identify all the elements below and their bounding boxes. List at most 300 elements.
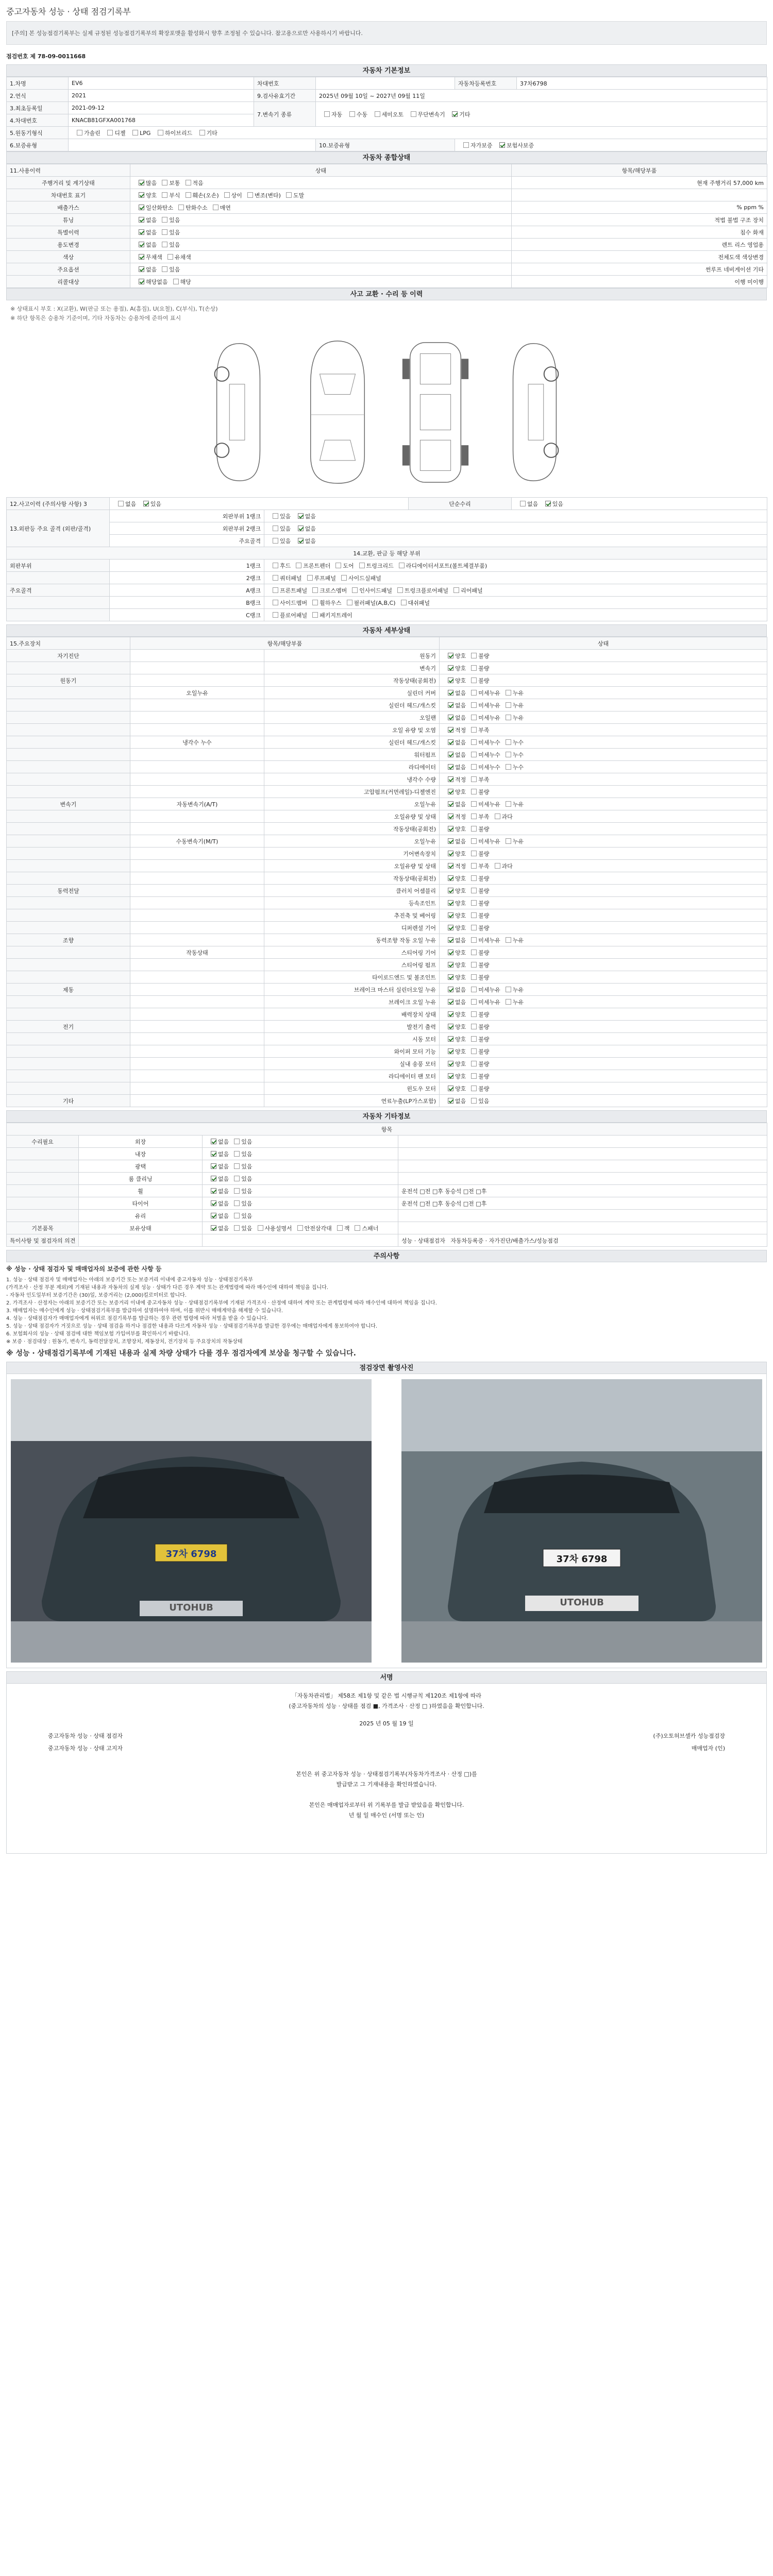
checkbox[interactable]: [375, 111, 380, 117]
checkbox[interactable]: [471, 826, 477, 832]
label-main-frame: 주요골격: [110, 535, 264, 547]
detail-options: 없음 미세누유 누유: [440, 996, 767, 1008]
detail-item: 타이로드엔드 및 볼조인트: [264, 971, 440, 984]
checkbox[interactable]: [234, 1213, 240, 1218]
status-row-label: 특별이력: [7, 226, 130, 239]
checkbox[interactable]: [471, 950, 477, 955]
checkbox[interactable]: [224, 192, 230, 198]
checkbox[interactable]: [77, 130, 82, 135]
checkbox[interactable]: [234, 1176, 240, 1181]
checkbox[interactable]: [234, 1163, 240, 1169]
checkbox[interactable]: [297, 1225, 303, 1231]
detail-item: 스티어링 펌프: [264, 959, 440, 971]
checkbox[interactable]: [211, 1200, 216, 1206]
checkbox[interactable]: [448, 888, 453, 893]
detail-sub: [130, 909, 264, 922]
checkbox[interactable]: [506, 987, 511, 992]
checkbox[interactable]: [471, 1048, 477, 1054]
other-item: 룸 클리닝: [79, 1173, 203, 1185]
checkbox[interactable]: [341, 575, 347, 581]
checkbox[interactable]: [471, 801, 477, 807]
checkbox[interactable]: [471, 875, 477, 881]
checkbox[interactable]: [448, 814, 453, 819]
checkbox[interactable]: [471, 764, 477, 770]
label-simple-repair: 단순수리: [409, 498, 512, 510]
warning-text: ※ 성능 · 상태점검기록부에 기재된 내용과 실제 차량 상태가 다를 경우 점검자에게 보상을 청구할 수 있습니다.: [6, 1349, 356, 1358]
detail-item: 동력조향 작동 오일 누유: [264, 934, 440, 946]
detail-sub: [130, 1058, 264, 1070]
checkbox[interactable]: [167, 254, 173, 260]
section-other-title: 자동차 기타정보: [6, 1110, 767, 1123]
detail-item: 스티어링 기어: [264, 946, 440, 959]
detail-group: [7, 848, 130, 860]
detail-item: 발전기 출력: [264, 1021, 440, 1033]
checkbox[interactable]: [335, 563, 341, 568]
other-group: 기본품목: [7, 1222, 79, 1234]
detail-item: 배력장치 상태: [264, 1008, 440, 1021]
checkbox[interactable]: [211, 1176, 216, 1181]
checkbox[interactable]: [399, 563, 405, 568]
checkbox[interactable]: [139, 180, 144, 185]
checkbox[interactable]: [186, 180, 191, 185]
checkbox[interactable]: [211, 1151, 216, 1157]
checkbox[interactable]: [471, 900, 477, 906]
detail-group: [7, 699, 130, 711]
checkbox[interactable]: [139, 192, 144, 198]
checkbox[interactable]: [520, 501, 526, 506]
checkbox[interactable]: [211, 1188, 216, 1194]
other-row: [7, 1148, 767, 1160]
detail-row: [7, 1008, 767, 1021]
checkbox[interactable]: [139, 266, 144, 272]
detail-item: 라디에이터: [264, 761, 440, 773]
detail-row: [7, 1021, 767, 1033]
checkbox[interactable]: [352, 587, 358, 593]
checkbox[interactable]: [471, 925, 477, 930]
checkbox-checked[interactable]: [143, 501, 149, 506]
checkbox[interactable]: [471, 937, 477, 943]
checkbox[interactable]: [234, 1151, 240, 1157]
checkbox[interactable]: [273, 513, 278, 519]
checkbox[interactable]: [162, 242, 167, 247]
checkbox[interactable]: [213, 205, 219, 210]
checkbox[interactable]: [471, 1098, 477, 1104]
detail-item: 디퍼렌셜 기어: [264, 922, 440, 934]
detail-sub: [130, 1033, 264, 1045]
inspection-photo-rear: [401, 1379, 762, 1663]
photo-plate-2: 37차 6798: [556, 1554, 608, 1565]
checkbox[interactable]: [471, 863, 477, 869]
detail-sub: [130, 650, 264, 662]
checkbox[interactable]: [471, 1024, 477, 1029]
detail-sub: [130, 996, 264, 1008]
detail-options: 양호 불량: [440, 946, 767, 959]
signature-block: 「자동차관리법」 제58조 제1항 및 같은 법 시행규칙 제120조 제1항에 따라 (중고자동차의 성능 · 상태를 점검 ■, 가격조사 · 산정 □ )하였음을 확인합니다. 2025 년 05 월 19 일 중고자동차 성능 · 상태 점검자 (주)오토허브셀카 성능점검장 중고자동차 성능 · 상태 고지자 매매업자 (인) 본인은 위 중고자동차 성능 · 상태점검기록부(자동차가격조사 · 산정 □)를 발급받고 그 기재내용을 확인하였습니다. 본인은 매매업자로부터 위 기록부를 발급 받았음을 확인합니다. 년 월 일 매수인 (서명 또는 인): [6, 1684, 767, 1854]
checkbox[interactable]: [199, 130, 205, 135]
detail-row: [7, 835, 767, 848]
other-row: [7, 1185, 767, 1197]
status-row-right: 이행 미이행: [512, 276, 767, 288]
checkbox[interactable]: [273, 538, 278, 544]
detail-sub: [130, 724, 264, 736]
checkbox[interactable]: [162, 266, 167, 272]
checkbox[interactable]: [495, 814, 500, 819]
checkbox[interactable]: [211, 1139, 216, 1144]
checkbox[interactable]: [158, 130, 163, 135]
note-line: 3. 매매업자는 매수인에게 성능 · 상태점검기록부를 발급하여 설명하여야 하며, 이를 위반시 매매계약을 해제할 수 있습니다.: [6, 1308, 283, 1314]
page: [0, 5, 773, 1854]
checkbox[interactable]: [506, 702, 511, 708]
checkbox[interactable]: [448, 1048, 453, 1054]
other-options: 없음 있음 사용설명서 안전삼각대 잭 스패너: [203, 1222, 398, 1234]
parts-group: 주요골격: [7, 584, 110, 597]
detail-group: 기타: [7, 1095, 130, 1107]
checkbox[interactable]: [132, 130, 138, 135]
checkbox[interactable]: [448, 1036, 453, 1042]
checkbox[interactable]: [506, 801, 511, 807]
checkbox[interactable]: [448, 925, 453, 930]
checkbox[interactable]: [186, 192, 191, 198]
checkbox[interactable]: [273, 587, 278, 593]
checkbox[interactable]: [273, 600, 278, 605]
checkbox[interactable]: [347, 600, 352, 605]
parts-rank: 1랭크: [110, 560, 264, 572]
detail-group: [7, 810, 130, 823]
checkbox[interactable]: [471, 814, 477, 819]
detail-options: 없음 미세누수 누수: [440, 761, 767, 773]
detail-item: 실내 송풍 모터: [264, 1058, 440, 1070]
label-rank2: 외판부위 2랭크: [110, 522, 264, 535]
detail-row: [7, 798, 767, 810]
checkbox[interactable]: [471, 1061, 477, 1066]
checkbox[interactable]: [273, 526, 278, 531]
checkbox[interactable]: [471, 1011, 477, 1017]
detail-group: [7, 835, 130, 848]
checkbox[interactable]: [448, 900, 453, 906]
warranty-options: 자가보증 보험사보증: [455, 139, 767, 151]
status-row-right: % ppm %: [512, 201, 767, 214]
note-line: ※ 보증 · 점검대상 : 원동기, 변속기, 동력전달장치, 조향장치, 제동장치, 전기장치 등 주요장치의 작동상태: [6, 1339, 243, 1345]
checkbox[interactable]: [471, 1086, 477, 1091]
checkbox[interactable]: [448, 863, 453, 869]
detail-options: 양호 불량: [440, 662, 767, 674]
checkbox[interactable]: [471, 851, 477, 856]
checkbox[interactable]: [349, 111, 355, 117]
detail-group: 변속기: [7, 798, 130, 810]
other-extra: [398, 1136, 767, 1148]
doc-number-label: 점검번호 제: [6, 53, 36, 60]
checkbox[interactable]: [471, 888, 477, 893]
checkbox[interactable]: [471, 838, 477, 844]
checkbox[interactable]: [448, 690, 453, 696]
checkbox[interactable]: [411, 111, 416, 117]
checkbox[interactable]: [471, 1073, 477, 1079]
checkbox[interactable]: [448, 677, 453, 683]
detail-item: 워터펌프: [264, 749, 440, 761]
parts-group: [7, 597, 110, 609]
section-photos-title: 점검장면 촬영사진: [6, 1362, 767, 1374]
checkbox[interactable]: [448, 826, 453, 832]
detail-item: 고압펌프(커먼레일)-디젤엔진: [264, 786, 440, 798]
detail-table: [6, 637, 767, 1107]
checkbox[interactable]: [506, 937, 511, 943]
detail-sub: [130, 984, 264, 996]
checkbox-checked[interactable]: [298, 538, 304, 544]
detail-options: 양호 불량: [440, 1045, 767, 1058]
checkbox[interactable]: [173, 279, 179, 284]
detail-item: 클러치 어셈블리: [264, 885, 440, 897]
detail-group: [7, 761, 130, 773]
checkbox[interactable]: [448, 789, 453, 794]
checkbox[interactable]: [401, 600, 407, 605]
checkbox[interactable]: [139, 217, 144, 223]
checkbox[interactable]: [211, 1213, 216, 1218]
checkbox[interactable]: [118, 501, 124, 506]
checkbox[interactable]: [506, 838, 511, 844]
detail-sub: [130, 971, 264, 984]
checkbox[interactable]: [495, 863, 500, 869]
checkbox[interactable]: [448, 739, 453, 745]
checkbox[interactable]: [211, 1163, 216, 1169]
checkbox[interactable]: [234, 1139, 240, 1144]
detail-sub: [130, 848, 264, 860]
section-sign-title: 서명: [6, 1671, 767, 1684]
checkbox[interactable]: [139, 229, 144, 235]
checkbox[interactable]: [448, 974, 453, 980]
checkbox[interactable]: [397, 587, 403, 593]
checkbox[interactable]: [471, 1036, 477, 1042]
checkbox[interactable]: [448, 1024, 453, 1029]
checkbox[interactable]: [355, 1225, 360, 1231]
checkbox[interactable]: [162, 192, 167, 198]
checkbox[interactable]: [234, 1225, 240, 1231]
checkbox[interactable]: [506, 752, 511, 757]
status-row-right: 전체도색 색상변경: [512, 251, 767, 263]
detail-sub: 작동상태: [130, 946, 264, 959]
checkbox[interactable]: [471, 999, 477, 1005]
checkbox[interactable]: [234, 1200, 240, 1206]
checkbox[interactable]: [312, 600, 318, 605]
other-options: 없음 있음: [203, 1185, 398, 1197]
checkbox-checked[interactable]: [499, 142, 505, 148]
checkbox[interactable]: [448, 950, 453, 955]
car-underbody-diagram: [397, 337, 474, 487]
checkbox[interactable]: [234, 1188, 240, 1194]
detail-row: [7, 823, 767, 835]
label-car-name: 1.차명: [7, 77, 69, 90]
checkbox[interactable]: [312, 587, 318, 593]
checkbox[interactable]: [273, 612, 278, 618]
detail-options: 적정 부족: [440, 773, 767, 786]
checkbox[interactable]: [448, 665, 453, 671]
checkbox[interactable]: [247, 192, 253, 198]
checkbox[interactable]: [178, 205, 184, 210]
status-row-label: 주요옵션: [7, 263, 130, 276]
label-vin-mid: 차대번호: [254, 77, 316, 90]
checkbox[interactable]: [471, 715, 477, 720]
detail-item: 작동상태(공회전): [264, 872, 440, 885]
checkbox[interactable]: [471, 962, 477, 968]
detail-group: [7, 749, 130, 761]
detail-sub: [130, 674, 264, 687]
other-group: [7, 1173, 79, 1185]
label-first-reg: 3.최초등록일: [7, 102, 69, 114]
detail-row: [7, 1082, 767, 1095]
detail-options: 양호 불량: [440, 823, 767, 835]
checkbox[interactable]: [448, 851, 453, 856]
checkbox[interactable]: [139, 254, 144, 260]
checkbox[interactable]: [506, 739, 511, 745]
checkbox[interactable]: [448, 653, 453, 658]
detail-sub: [130, 810, 264, 823]
status-row: 튜닝 없음 있음 적법 불법 구조 장치: [7, 214, 767, 226]
status-col-items: 항목/해당부품: [512, 164, 767, 177]
checkbox[interactable]: [471, 974, 477, 980]
checkbox[interactable]: [471, 987, 477, 992]
checkbox[interactable]: [359, 563, 365, 568]
detail-options: 적정 부족 과다: [440, 860, 767, 872]
checkbox[interactable]: [139, 205, 144, 210]
other-group: 수리필요: [7, 1136, 79, 1148]
checkbox[interactable]: [162, 180, 167, 185]
detail-sub: [130, 786, 264, 798]
checkbox[interactable]: [448, 937, 453, 943]
checkbox[interactable]: [312, 612, 318, 618]
section-basic-title: 자동차 기본정보: [6, 64, 767, 77]
parts-row: [7, 572, 767, 584]
parts-items: 플로어패널 패키지트레이: [264, 609, 767, 621]
checkbox[interactable]: [506, 999, 511, 1005]
checkbox[interactable]: [162, 229, 167, 235]
detail-row: [7, 1033, 767, 1045]
checkbox[interactable]: [448, 912, 453, 918]
detail-row: [7, 711, 767, 724]
detail-options: 없음 미세누유 누유: [440, 711, 767, 724]
status-row-right: 현재 주행거리 57,000 km: [512, 177, 767, 189]
checkbox[interactable]: [448, 838, 453, 844]
detail-group: 동력전달: [7, 885, 130, 897]
checkbox[interactable]: [448, 1073, 453, 1079]
detail-item: 연료누출(LP가스포함): [264, 1095, 440, 1107]
checkbox-checked[interactable]: [298, 526, 304, 531]
checkbox[interactable]: [471, 752, 477, 757]
parts-row: [7, 609, 767, 621]
detail-options: 없음 있음: [440, 1095, 767, 1107]
status-table: [6, 164, 767, 288]
section-status-title: 자동차 종합상태: [6, 151, 767, 164]
photo-banner-2: UTOHUB: [560, 1597, 604, 1608]
checkbox[interactable]: [286, 192, 292, 198]
fuel-options: 가솔린 디젤 LPG 하이브리드 기타: [69, 127, 767, 139]
checkbox[interactable]: [471, 653, 477, 658]
checkbox[interactable]: [139, 242, 144, 247]
checkbox[interactable]: [448, 987, 453, 992]
checkbox[interactable]: [448, 962, 453, 968]
value-year: 2021: [69, 90, 254, 102]
detail-sub: 냉각수 누수: [130, 736, 264, 749]
checkbox[interactable]: [296, 563, 301, 568]
other-item: 보유상태: [79, 1222, 203, 1234]
detail-options: 적정 부족 과다: [440, 810, 767, 823]
checkbox[interactable]: [448, 715, 453, 720]
checkbox[interactable]: [448, 702, 453, 708]
detail-item: 오일유량 및 상태: [264, 860, 440, 872]
checkbox[interactable]: [448, 1011, 453, 1017]
checkbox[interactable]: [448, 752, 453, 757]
car-left-side-diagram: [201, 337, 278, 487]
checkbox[interactable]: [273, 563, 278, 568]
checkbox-checked[interactable]: [298, 513, 304, 519]
other-extra: 운전석 □전 □후 동승석 □전 □후: [398, 1185, 767, 1197]
checkbox[interactable]: [506, 690, 511, 696]
checkbox[interactable]: [448, 801, 453, 807]
detail-row: [7, 1070, 767, 1082]
detail-row: [7, 687, 767, 699]
checkbox[interactable]: [107, 130, 113, 135]
checkbox[interactable]: [211, 1225, 216, 1231]
checkbox[interactable]: [273, 575, 278, 581]
detail-item: 브레이크 마스터 실린더오일 누유: [264, 984, 440, 996]
checkbox[interactable]: [471, 677, 477, 683]
checkbox[interactable]: [448, 1061, 453, 1066]
detail-row: [7, 650, 767, 662]
checkbox[interactable]: [448, 776, 453, 782]
checkbox[interactable]: [324, 111, 330, 117]
checkbox[interactable]: [471, 690, 477, 696]
checkbox[interactable]: [453, 587, 459, 593]
checkbox[interactable]: [448, 727, 453, 733]
other-row: [7, 1173, 767, 1185]
parts-row: [7, 584, 767, 597]
other-options: 없음 있음: [203, 1210, 398, 1222]
checkbox[interactable]: [307, 575, 313, 581]
detail-row: [7, 984, 767, 996]
detail-sub: [130, 761, 264, 773]
checkbox-checked[interactable]: [545, 501, 551, 506]
checkbox[interactable]: [471, 776, 477, 782]
checkbox[interactable]: [463, 142, 469, 148]
checkbox[interactable]: [337, 1225, 343, 1231]
checkbox[interactable]: [471, 702, 477, 708]
detail-sub: [130, 1070, 264, 1082]
label-year: 2.연식: [7, 90, 69, 102]
accident-table: 12.사고이력 (주의사항 사항) 3 없음 있음 단순수리 없음 있음 13.외판등 주요 골격 (외판/골격) 외판부위 1랭크 있음 없음 외판부위 2랭크 있음 없음 주요골격 있음 없음 14.교환, 판금 등 해당 부위 외판부위 1랭크 후드 프론트펜더 도어 트렁크리드 라디에이터서포트(볼트체결부품) 2랭크 쿼터패널 루프패널 사이드실패널 주요골격 A랭크 프론트패널 크로스멤버 인사이드패널 트렁크플로어패널 리어패널 B랭크 사이드멤버 휠하우스 필러패널(A,B,C) 대쉬패널 C랭크 플로어패널 패키지트레이: [6, 497, 767, 621]
checkbox-checked[interactable]: [452, 111, 458, 117]
checkbox[interactable]: [448, 875, 453, 881]
detail-group: [7, 996, 130, 1008]
note-line: - 자동차 인도일부터 보증기간은 (30)일, 보증거리는 (2,000)킬로미터로 합니다.: [6, 1293, 187, 1298]
checkbox[interactable]: [506, 764, 511, 770]
checkbox[interactable]: [471, 665, 477, 671]
detail-row: [7, 1095, 767, 1107]
other-group: [7, 1185, 79, 1197]
checkbox[interactable]: [471, 739, 477, 745]
checkbox[interactable]: [506, 715, 511, 720]
parts-items: 후드 프론트펜더 도어 트렁크리드 라디에이터서포트(볼트체결부품): [264, 560, 767, 572]
checkbox[interactable]: [162, 217, 167, 223]
checkbox[interactable]: [471, 789, 477, 794]
checkbox[interactable]: [448, 764, 453, 770]
checkbox[interactable]: [448, 1098, 453, 1104]
checkbox[interactable]: [258, 1225, 263, 1231]
detail-col-item: 항목/해당부품: [130, 637, 440, 650]
checkbox[interactable]: [448, 1086, 453, 1091]
checkbox[interactable]: [471, 727, 477, 733]
other-group: [7, 1197, 79, 1210]
checkbox[interactable]: [139, 279, 144, 284]
checkbox[interactable]: [471, 912, 477, 918]
checkbox[interactable]: [448, 999, 453, 1005]
